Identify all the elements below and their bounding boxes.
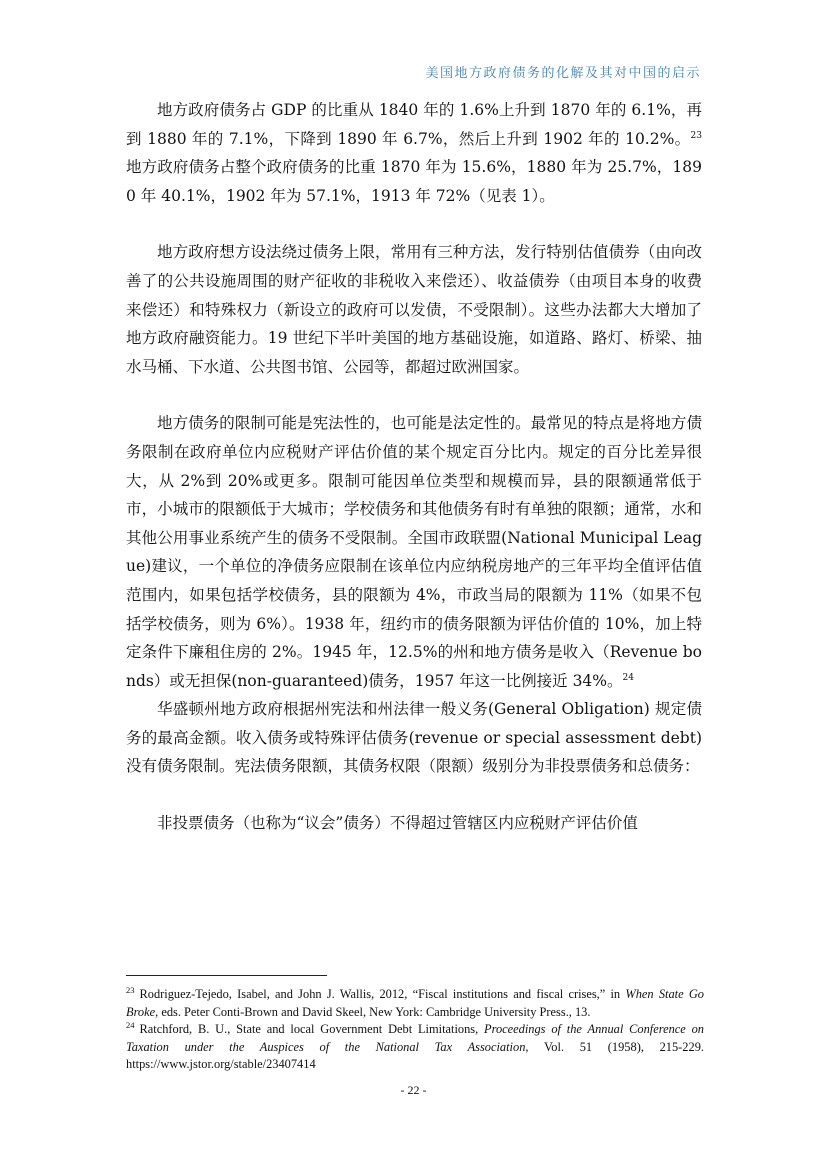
footnote-title: Proceedings of the Annual Conference on Taxation under the Auspices of the National Tax Association [126, 1022, 704, 1054]
paragraph-text: 地方债务的限制可能是宪法性的，也可能是法定性的。最常见的特点是将地方债务限制在政府单位内应税财产评估价值的某个规定百分比内。规定的百分比差异很大，从 2%到 20%或更多。限制可能因单位类型和规模而异，县的限额通常低于市，小城市的限额低于大城市；学校债务和其他债务有时有单独的限额；通常，水和其他公用事业系统产生的债务不受限制。全国市政联盟(National Municipal League)建议，一个单位的净债务应限制在该单位内应纳税房地产的三年平均全值评估值范围内，如果包括学校债务，县的限额为 4%，市政当局的限额为 11%（如果不包括学校债务，则为 6%）。1938 年，纽约市的债务限额为评估价值的 10%，加上特定条件下廉租住房的 2%。1945 年，12.5%的州和地方债务是收入（Revenue bonds）或无担保(non-guaranteed)债务，1957 年这一比例接近 34%。 [126, 414, 702, 690]
paragraph-2 [126, 238, 702, 381]
footnote-number: 24 [126, 1019, 135, 1030]
paragraph-1 [126, 96, 702, 210]
paragraph-text: 非投票债务（也称为“议会”债务）不得超过管辖区内应税财产评估价值 [157, 814, 638, 833]
page-number: - 22 - [400, 1083, 427, 1097]
footnote-number: 23 [126, 984, 135, 995]
paragraph-text: 地方政府债务占 GDP 的比重从 1840 年的 1.6%上升到 1870 年的 6.1%，再到 1880 年的 7.1%，下降到 1890 年 6.7%，然后上升到 1902 年的 10.2%。 [126, 101, 702, 148]
paragraph-text: 地方政府债务占整个政府债务的比重 1870 年为 15.6%，1880 年为 25.7%，1890 年 40.1%，1902 年为 57.1%，1913 年 72%（见表 1）。 [126, 158, 702, 205]
footnote-text: Rodriguez-Tejedo, Isabel, and John J. Wallis, 2012, “Fiscal institutions and fiscal crises,” in [139, 987, 626, 1001]
footnote-ref[interactable]: 24 [622, 672, 634, 683]
paragraph-3 [126, 409, 702, 695]
footnote-text: Ratchford, B. U., State and local Government Debt Limitations, [139, 1022, 485, 1036]
footnotes [126, 986, 704, 1074]
footnote-24 [126, 1021, 704, 1074]
footnote-23 [126, 986, 704, 1021]
paragraph-text: 地方政府想方设法绕过债务上限，常用有三种方法，发行特别估值债券（由向改善了的公共设施周围的财产征收的非税收入来偿还）、收益债券（由项目本身的收费来偿还）和特殊权力（新设立的政府可以发债，不受限制）。这些办法都大大增加了地方政府融资能力。19 世纪下半叶美国的地方基础设施，如道路、路灯、桥梁、抽水马桶、下水道、公共图书馆、公园等，都超过欧洲国家。 [126, 243, 702, 376]
footnote-title: When State Go Broke [126, 987, 704, 1019]
running-header: 美国地方政府债务的化解及其对中国的启示 [425, 66, 701, 81]
body-text [126, 96, 702, 838]
paragraph-5 [126, 809, 702, 838]
footnote-text[interactable]: , Vol. 51 (1958), 215-229. https://www.jstor.org/stable/23407414 [126, 1039, 704, 1071]
footnote-ref[interactable]: 23 [690, 130, 702, 141]
footnote-divider [126, 975, 327, 976]
paragraph-text: 华盛顿州地方政府根据州宪法和州法律一般义务(General Obligation) 规定债务的最高金额。收入债务或特殊评估债务(revenue or special assessment debt)没有债务限制。宪法债务限额，其债务权限（限额）级别分为非投票债务和总债务： [126, 700, 702, 776]
footnote-text: , eds. Peter Conti-Brown and David Skeel, New York: Cambridge University Press., 13. [155, 1004, 591, 1019]
paragraph-4 [126, 695, 702, 781]
